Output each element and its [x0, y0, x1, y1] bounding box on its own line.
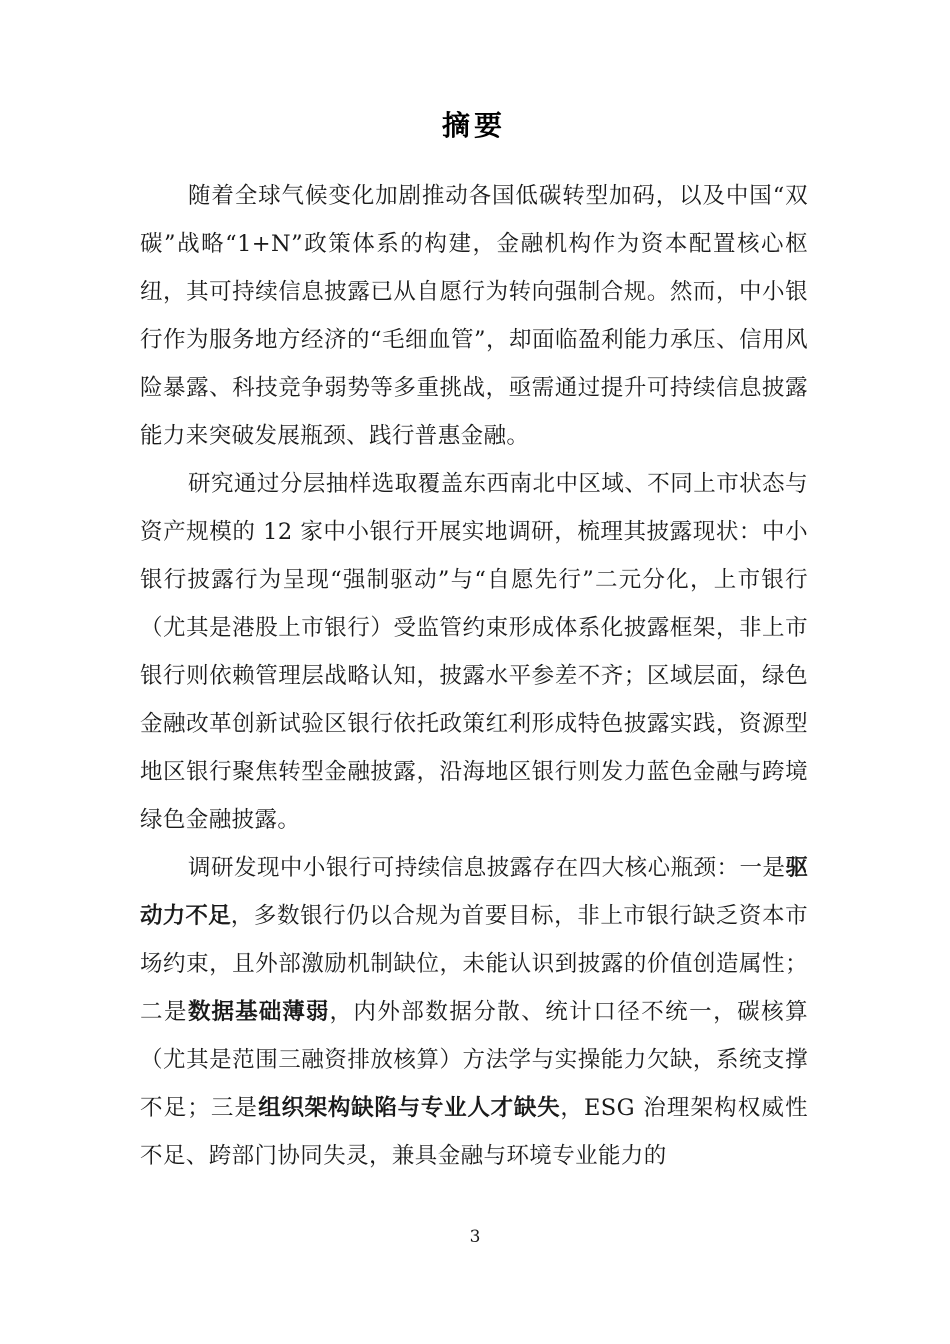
emphasized-text-run: 数据基础薄弱 — [187, 999, 330, 1025]
text-run: 研究通过分层抽样选取覆盖东西南北中区域、不同上市状态与资产规模的 12 家中小银行开展实地调研，梳理其披露现状：中小银行披露行为呈现“强制驱动”与“自愿先行”二元分化，上市银行（尤其是港股上市银行）受监管约束形成体系化披露框架，非上市银行则依赖管理层战略认知，披露水平参差不齐；区域层面，绿色金融改革创新试验区银行依托政策红利形成特色披露实践，资源型地区银行聚焦转型金融披露，沿海地区银行则发力蓝色金融与跨境绿色金融披露。 — [140, 471, 808, 833]
emphasized-text-run: 组织架构缺陷与专业人才缺失 — [258, 1095, 561, 1121]
emphasized-text-run: 驱动力不足 — [140, 855, 808, 929]
text-run: 调研发现中小银行可持续信息披露存在四大核心瓶颈：一是 — [188, 855, 786, 881]
page-content-area — [140, 104, 808, 1180]
page-number: 3 — [469, 1227, 481, 1247]
text-run: 随着全球气候变化加剧推动各国低碳转型加码，以及中国“双碳”战略“1+N”政策体系的构建，金融机构作为资本配置核心枢纽，其可持续信息披露已从自愿行为转向强制合规。然而，中小银行作为服务地方经济的“毛细血管”，却面临盈利能力承压、信用风险暴露、科技竞争弱势等多重挑战，亟需通过提升可持续信息披露能力来突破发展瓶颈、践行普惠金融。 — [140, 183, 808, 449]
abstract-paragraph-1 — [140, 172, 808, 460]
text-run: ，ESG 治理架构权威性不足、跨部门协同失灵，兼具金融与环境专业能力的 — [140, 1095, 808, 1169]
page-title: 摘要 — [441, 109, 506, 142]
text-run: ，内外部数据分散、统计口径不统一，碳核算（尤其是范围三融资排放核算）方法学与实操能力欠缺，系统支撑不足；三是 — [140, 999, 808, 1121]
abstract-paragraph-3 — [140, 844, 808, 1180]
text-run: ，多数银行仍以合规为首要目标，非上市银行缺乏资本市场约束，且外部激励机制缺位，未能认识到披露的价值创造属性；二是 — [140, 903, 808, 1025]
abstract-paragraph-2 — [140, 460, 808, 844]
